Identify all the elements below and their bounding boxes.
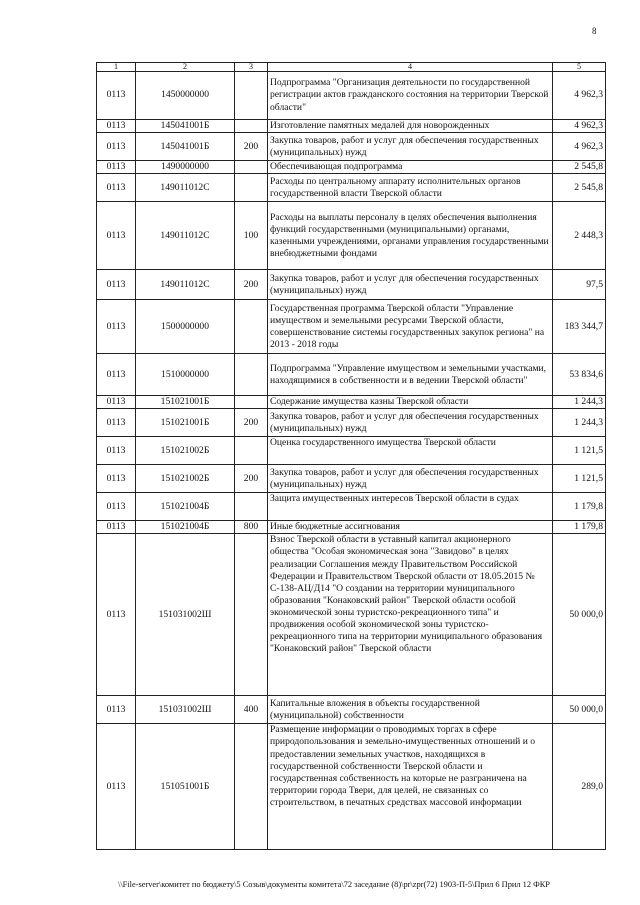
target-article-cell: 151021004Б: [136, 521, 235, 534]
amount-cell: 1 179,8: [553, 493, 606, 521]
description-cell: Содержание имущества казны Тверской области: [268, 396, 553, 409]
section-code-cell: 0113: [97, 120, 136, 133]
amount-cell: 97,5: [553, 270, 606, 300]
section-code-cell: 0113: [97, 409, 136, 437]
section-code-cell: 0113: [97, 354, 136, 396]
amount-cell: 289,0: [553, 724, 606, 850]
table-row: [97, 120, 606, 133]
amount-cell: 53 834,6: [553, 354, 606, 396]
amount-cell: 2 545,8: [553, 161, 606, 174]
expense-type-cell: [235, 534, 268, 696]
table-row: [97, 133, 606, 161]
expense-type-cell: 200: [235, 270, 268, 300]
target-article-cell: 151031002Ш: [136, 534, 235, 696]
target-article-cell: 1490000000: [136, 161, 235, 174]
table-row: [97, 437, 606, 465]
description-cell: Обеспечивающая подпрограмма: [268, 161, 553, 174]
expense-type-cell: [235, 300, 268, 354]
section-code-cell: 0113: [97, 534, 136, 696]
table-row: [97, 521, 606, 534]
table-row: [97, 270, 606, 300]
description-cell: Изготовление памятных медалей для новорожденных: [268, 120, 553, 133]
expense-type-cell: 100: [235, 202, 268, 270]
section-code-cell: 0113: [97, 270, 136, 300]
target-article-cell: 149011012С: [136, 174, 235, 202]
target-article-cell: 151021002Б: [136, 437, 235, 465]
table-row: [97, 465, 606, 493]
section-code-cell: 0113: [97, 161, 136, 174]
amount-cell: 183 344,7: [553, 300, 606, 354]
table-row: [97, 354, 606, 396]
description-cell: Защита имущественных интересов Тверской области в судах: [268, 493, 553, 521]
amount-cell: 4 962,3: [553, 72, 606, 120]
target-article-cell: 149011012С: [136, 270, 235, 300]
expense-type-cell: [235, 161, 268, 174]
expense-type-cell: 800: [235, 521, 268, 534]
section-code-cell: 0113: [97, 724, 136, 850]
section-code-cell: 0113: [97, 696, 136, 724]
table-row: [97, 72, 606, 120]
target-article-cell: 145041001Б: [136, 120, 235, 133]
amount-cell: 50 000,0: [553, 534, 606, 696]
amount-cell: 2 545,8: [553, 174, 606, 202]
amount-cell: 1 179,8: [553, 521, 606, 534]
expense-type-cell: [235, 174, 268, 202]
amount-cell: 4 962,3: [553, 120, 606, 133]
section-code-cell: 0113: [97, 396, 136, 409]
description-cell: Расходы по центральному аппарату исполнительных органов государственной власти Тверской области: [268, 174, 553, 202]
target-article-cell: 145041001Б: [136, 133, 235, 161]
description-cell: Подпрограмма "Организация деятельности по государственной регистрации актов гражданского состояния на территории Тверской области": [268, 72, 553, 120]
expense-type-cell: [235, 437, 268, 465]
table-row: [97, 396, 606, 409]
header-cell: 1: [97, 63, 136, 72]
amount-cell: 50 000,0: [553, 696, 606, 724]
section-code-cell: 0113: [97, 493, 136, 521]
description-cell: Закупка товаров, работ и услуг для обеспечения государственных (муниципальных) нужд: [268, 465, 553, 493]
target-article-cell: 151051001Б: [136, 724, 235, 850]
header-cell: 4: [268, 63, 553, 72]
table-row: [97, 724, 606, 850]
table-header-row: [97, 63, 606, 72]
description-cell: Закупка товаров, работ и услуг для обеспечения государственных (муниципальных) нужд: [268, 133, 553, 161]
target-article-cell: 151021002Б: [136, 465, 235, 493]
amount-cell: 1 244,3: [553, 396, 606, 409]
description-cell: Иные бюджетные ассигнования: [268, 521, 553, 534]
description-cell: Подпрограмма "Управление имуществом и земельными участками, находящимися в собственности и в ведении Тверской области": [268, 354, 553, 396]
expense-type-cell: 200: [235, 465, 268, 493]
section-code-cell: 0113: [97, 202, 136, 270]
description-cell: Расходы на выплаты персоналу в целях обеспечения выполнения функций государственными (муниципальными) органами, казенными учреждениями, органами управления государственными внебюджетными фондами: [268, 202, 553, 270]
description-cell: Оценка государственного имущества Тверской области: [268, 437, 553, 465]
section-code-cell: 0113: [97, 174, 136, 202]
target-article-cell: 1510000000: [136, 354, 235, 396]
section-code-cell: 0113: [97, 133, 136, 161]
table-row: [97, 202, 606, 270]
target-article-cell: 151021001Б: [136, 409, 235, 437]
target-article-cell: 151021004Б: [136, 493, 235, 521]
target-article-cell: 151021001Б: [136, 396, 235, 409]
expense-type-cell: [235, 724, 268, 850]
expense-type-cell: 200: [235, 133, 268, 161]
description-cell: Закупка товаров, работ и услуг для обеспечения государственных (муниципальных) нужд: [268, 409, 553, 437]
header-cell: 5: [553, 63, 606, 72]
description-cell: Размещение информации о проводимых торгах в сфере природопользования и земельно-имущественных отношений и о предоставлении земельных участков, находящихся в государственной собственности Тверской области и государственная собственность на которые не разграничена на территории города Твери, для целей, не связанных со строительством, в печатных средствах массовой информации: [268, 724, 553, 850]
table-row: [97, 534, 606, 696]
description-cell: Капитальные вложения в объекты государственной (муниципальной) собственности: [268, 696, 553, 724]
expense-type-cell: [235, 493, 268, 521]
section-code-cell: 0113: [97, 521, 136, 534]
target-article-cell: 151031002Ш: [136, 696, 235, 724]
amount-cell: 2 448,3: [553, 202, 606, 270]
table-row: [97, 409, 606, 437]
amount-cell: 1 244,3: [553, 409, 606, 437]
section-code-cell: 0113: [97, 465, 136, 493]
table-row: [97, 161, 606, 174]
expense-type-cell: [235, 354, 268, 396]
table-row: [97, 300, 606, 354]
table-row: [97, 174, 606, 202]
expense-type-cell: [235, 72, 268, 120]
table-row: [97, 493, 606, 521]
expense-type-cell: [235, 396, 268, 409]
target-article-cell: 149011012С: [136, 202, 235, 270]
amount-cell: 4 962,3: [553, 133, 606, 161]
target-article-cell: 1450000000: [136, 72, 235, 120]
budget-table: [96, 62, 606, 850]
description-cell: Взнос Тверской области в уставный капитал акционерного общества "Особая экономическая зона "Завидово" в целях реализации Соглашения между Правительством Российской Федерации и Правительством Тверской области от 18.05.2015 № С-138-АЦ/Д14 "О создании на территории муниципального образования "Конаковский район" Тверской области особой экономической зоны туристско-рекреационного типа" и продвижения особой экономической зоны туристско-рекреационного типа на территории муниципального образования "Конаковский район" Тверской области: [268, 534, 553, 696]
amount-cell: 1 121,5: [553, 465, 606, 493]
description-cell: Государственная программа Тверской области "Управление имуществом и земельными ресурсами Тверской области, совершенствование системы государственных закупок региона" на 2013 - 2018 годы: [268, 300, 553, 354]
table-row: [97, 696, 606, 724]
page-number: 8: [592, 26, 597, 36]
header-cell: 2: [136, 63, 235, 72]
description-cell: Закупка товаров, работ и услуг для обеспечения государственных (муниципальных) нужд: [268, 270, 553, 300]
file-path-footer: \\File-server\комитет по бюджету\5 Созыв\документы комитета\72 заседание (8)\pr\zpr(72) 1903-П-5\Прил 6 Прил 12 ФКР: [118, 880, 550, 889]
section-code-cell: 0113: [97, 72, 136, 120]
expense-type-cell: [235, 120, 268, 133]
expense-type-cell: 400: [235, 696, 268, 724]
expense-type-cell: 200: [235, 409, 268, 437]
header-cell: 3: [235, 63, 268, 72]
section-code-cell: 0113: [97, 300, 136, 354]
target-article-cell: 1500000000: [136, 300, 235, 354]
amount-cell: 1 121,5: [553, 437, 606, 465]
section-code-cell: 0113: [97, 437, 136, 465]
